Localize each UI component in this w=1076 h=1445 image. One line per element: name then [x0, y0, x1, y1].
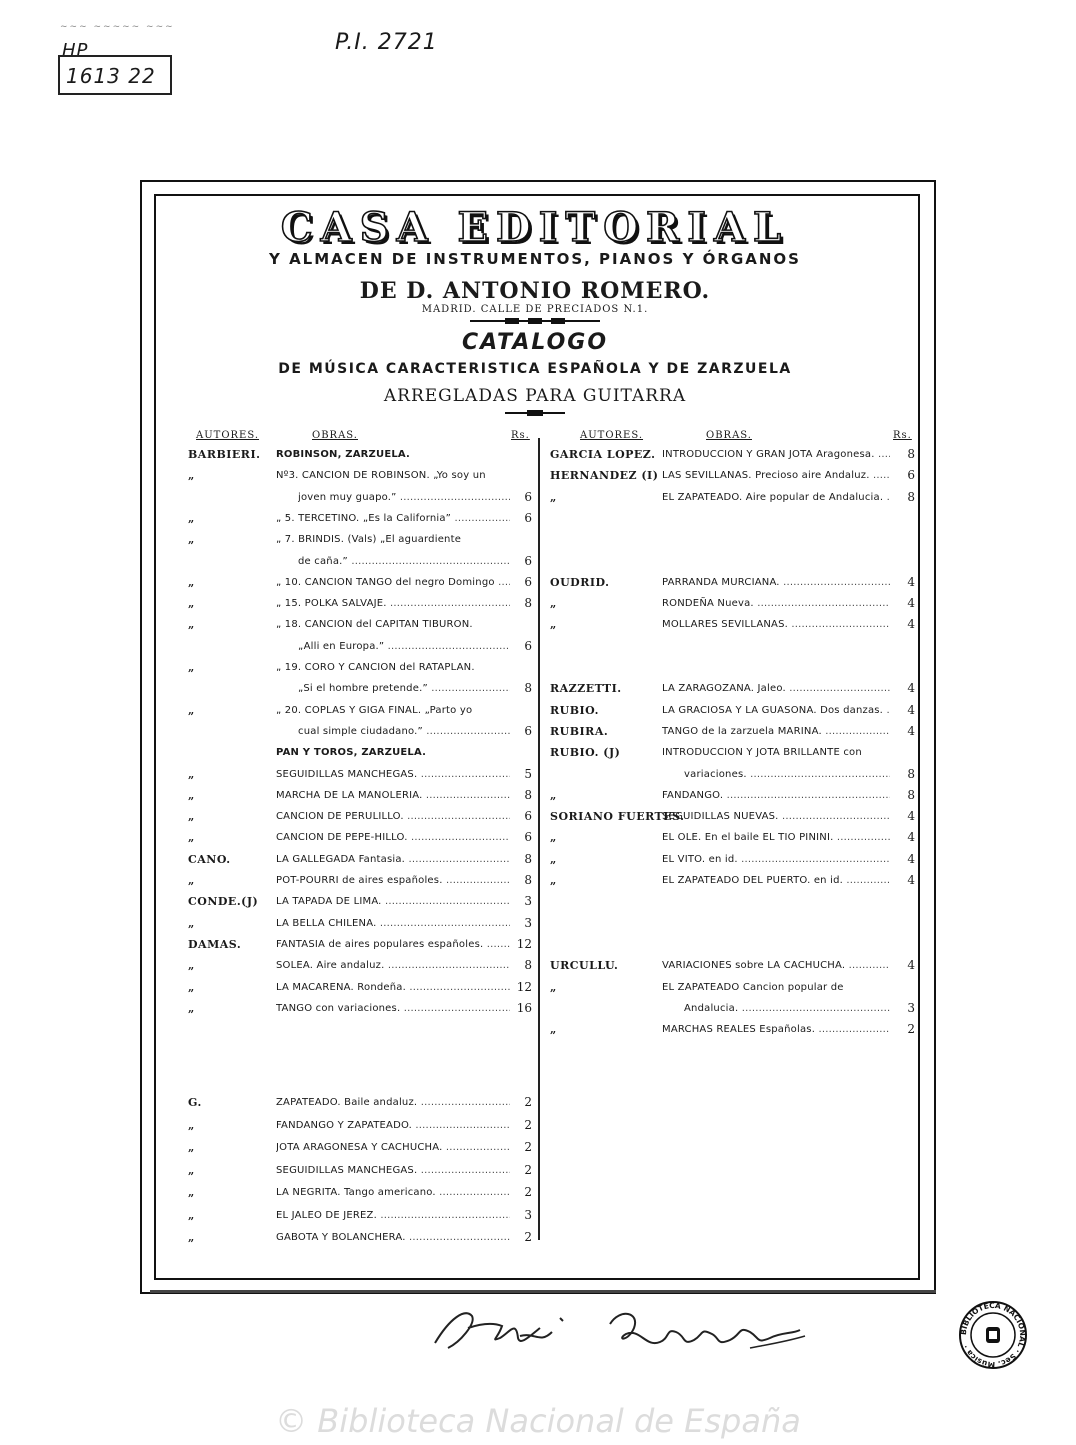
- catalog-price: 2: [524, 1140, 532, 1154]
- catalog-work-title: FANDANGO Y ZAPATEADO. .....: [276, 1115, 510, 1136]
- catalog-price: 4: [907, 723, 915, 738]
- left-header-rs: Rs.: [511, 430, 530, 441]
- catalog-work-title: SOLEA. Aire andaluz. .....: [276, 955, 510, 976]
- catalog-work-title: MOLLARES SEVILLANAS. .....: [662, 614, 890, 635]
- catalog-price: 2: [524, 1117, 532, 1132]
- catalog-row: [0, 955, 1076, 976]
- catalog-author: „: [550, 788, 557, 802]
- faint-stamp-text: ~~~ ~~~~~ ~~~: [60, 22, 175, 32]
- catalog-author: „: [550, 597, 557, 611]
- catalog-work-title: INTRODUCCION Y JOTA BRILLANTE con: [662, 747, 862, 759]
- catalog-work-title: Andalucia. .....: [684, 998, 890, 1019]
- catalog-work-title: TANGO con variaciones. .....: [276, 998, 510, 1019]
- catalog-price: 6: [524, 830, 532, 845]
- catalog-row: [0, 870, 1076, 891]
- catalog-price: 8: [907, 787, 915, 802]
- catalog-author: „: [550, 618, 557, 632]
- catalog-price: 4: [907, 702, 915, 717]
- catalog-work-title: TANGO de la zarzuela MARINA. .....: [662, 721, 890, 742]
- catalog-work-title: „Alli en Europa.” .....: [298, 636, 510, 657]
- catalog-work-title: EL OLE. En el baile EL TIO PININI. .....: [662, 827, 890, 848]
- catalog-work-title: VARIACIONES sobre LA CACHUCHA. .....: [662, 955, 890, 976]
- catalog-row: [0, 806, 1076, 827]
- catalog-row: [0, 678, 1076, 699]
- catalog-author: „: [188, 980, 195, 994]
- catalog-subtitle: DE MÚSICA CARACTERISTICA ESPAÑOLA Y DE ZARZUELA: [278, 361, 792, 377]
- catalog-price: 4: [907, 809, 915, 824]
- catalog-price: 2: [524, 1095, 532, 1109]
- catalog-price: 8: [524, 787, 532, 802]
- catalog-author: „: [188, 767, 195, 781]
- catalog-author: OUDRID.: [550, 575, 610, 589]
- catalog-author: „: [188, 597, 195, 611]
- catalog-author: RUBIO. (J): [550, 746, 621, 760]
- catalog-price: 4: [907, 851, 915, 866]
- catalog-work-title: LA TAPADA DE LIMA. .....: [276, 891, 510, 912]
- catalog-row: [0, 849, 1076, 870]
- catalog-author: CANO.: [188, 852, 231, 866]
- catalog-price: 3: [524, 915, 532, 930]
- catalog-author: BARBIERI.: [188, 448, 261, 461]
- catalog-row: [0, 1182, 1076, 1203]
- catalog-author: RUBIO.: [550, 703, 599, 717]
- catalog-work-title: „ 19. CORO Y CANCION del RATAPLAN.: [276, 662, 475, 673]
- catalog-price: 16: [516, 1000, 532, 1015]
- right-header-rs: Rs.: [893, 430, 912, 441]
- catalog-work-title: EL VITO. en id. .....: [662, 849, 890, 870]
- signature: [420, 1298, 820, 1368]
- catalog-author: „: [188, 1231, 195, 1244]
- catalog-price: 4: [907, 574, 915, 589]
- catalog-author: „: [188, 1163, 195, 1177]
- catalog-price: 6: [907, 468, 915, 483]
- catalog-row: [0, 913, 1076, 934]
- title-casa-editorial: CASA EDITORIAL: [280, 204, 790, 251]
- catalog-price: 4: [907, 830, 915, 845]
- catalog-row: [0, 593, 1076, 614]
- catalog-row: [0, 1227, 1076, 1248]
- catalog-title: CATALOGO: [461, 330, 609, 355]
- catalog-row: [0, 636, 1076, 657]
- catalog-row: [0, 785, 1076, 806]
- catalog-author: „: [188, 959, 195, 973]
- catalog-price: 12: [516, 979, 532, 994]
- catalog-work-title: GABOTA Y BOLANCHERA. .....: [276, 1227, 510, 1248]
- catalog-row: [0, 1115, 1076, 1136]
- catalog-price: 6: [524, 809, 532, 824]
- catalog-price: 5: [524, 766, 532, 781]
- catalog-work-title: CANCION DE PERULILLO. .....: [276, 806, 510, 827]
- catalog-work-title: ZAPATEADO. Baile andaluz. .....: [276, 1092, 510, 1113]
- catalog-author: „: [188, 511, 195, 525]
- catalog-author: „: [188, 703, 195, 717]
- catalog-work-title: CANCION DE PEPE-HILLO. .....: [276, 827, 510, 848]
- catalog-author: „: [550, 490, 557, 504]
- catalog-price: 8: [907, 766, 915, 781]
- catalog-work-title: „ 5. TERCETINO. „Es la California” .....: [276, 508, 510, 529]
- catalog-row: [0, 742, 1076, 763]
- catalog-price: 3: [907, 1000, 915, 1015]
- catalog-row: [0, 487, 1076, 508]
- catalog-row: [0, 529, 1076, 550]
- catalog-author: DAMAS.: [188, 937, 242, 951]
- catalog-row: [0, 891, 1076, 912]
- catalog-price: 6: [524, 510, 532, 525]
- catalog-price: 8: [524, 681, 532, 696]
- catalog-work-title: LA GRACIOSA Y LA GUASONA. Dos danzas. .....: [662, 700, 890, 721]
- catalog-author: „: [188, 788, 195, 802]
- catalog-price: 2: [524, 1230, 532, 1244]
- catalog-work-title: FANTASIA de aires populares españoles. .....: [276, 934, 510, 955]
- catalog-author: „: [188, 618, 195, 632]
- catalog-author: „: [550, 1023, 557, 1037]
- catalog-price: 2: [524, 1185, 532, 1199]
- ornament-divider: [470, 318, 600, 324]
- call-number: P.I. 2721: [335, 30, 438, 55]
- left-header-obras: OBRAS.: [312, 430, 358, 441]
- catalog-row: [0, 1092, 1076, 1113]
- catalog-row: [0, 508, 1076, 529]
- catalog-row: [0, 700, 1076, 721]
- catalog-row: [0, 721, 1076, 742]
- catalog-row: [0, 551, 1076, 572]
- catalog-price: 4: [907, 596, 915, 611]
- catalog-price: 8: [524, 596, 532, 611]
- catalog-price: 12: [516, 936, 532, 951]
- catalog-work-title: PARRANDA MURCIANA. .....: [662, 572, 890, 593]
- catalog-price: 3: [524, 894, 532, 909]
- catalog-row: [0, 444, 1076, 465]
- catalog-author: „: [188, 831, 195, 845]
- catalog-author: „: [550, 852, 557, 866]
- frame-shadow: [150, 1290, 936, 1293]
- catalog-author: „: [188, 1208, 195, 1222]
- catalog-row: [0, 572, 1076, 593]
- catalog-author: „: [188, 575, 195, 589]
- catalog-work-title: SEGUIDILLAS NUEVAS. .....: [662, 806, 890, 827]
- catalog-author: RUBIRA.: [550, 724, 609, 738]
- catalog-work-title: „ 18. CANCION del CAPITAN TIBURON.: [276, 619, 473, 631]
- catalog-row: [0, 1160, 1076, 1181]
- catalog-row: [0, 934, 1076, 955]
- catalog-work-title: LA BELLA CHILENA. .....: [276, 913, 510, 934]
- catalog-work-title: SEGUIDILLAS MANCHEGAS. .....: [276, 1160, 510, 1181]
- catalog-work-title: joven muy guapo.” .....: [298, 487, 510, 508]
- catalog-work-title: EL JALEO DE JEREZ. .....: [276, 1205, 510, 1226]
- catalog-price: 6: [524, 638, 532, 653]
- catalog-price: 8: [524, 873, 532, 887]
- catalog-author: „: [188, 1186, 195, 1199]
- shelf-mark-top: HP: [62, 40, 89, 61]
- catalog-arrangement: ARREGLADAS PARA GUITARRA: [383, 386, 687, 406]
- right-header-obras: OBRAS.: [706, 430, 752, 441]
- catalog-row: [0, 764, 1076, 785]
- catalog-author: „: [550, 980, 557, 994]
- catalog-work-title: INTRODUCCION Y GRAN JOTA Aragonesa. .....: [662, 444, 890, 465]
- ornament-divider-small: [505, 410, 565, 416]
- catalog-author: HERNANDEZ (I): [550, 469, 659, 483]
- catalog-work-title: LA MACARENA. Rondeña. .....: [276, 977, 510, 998]
- catalog-price: 6: [524, 723, 532, 738]
- catalog-work-title: EL ZAPATEADO. Aire popular de Andalucia. .....: [662, 487, 890, 508]
- catalog-author: SORIANO FUERTES.: [550, 810, 685, 824]
- catalog-work-title: LA NEGRITA. Tango americano. .....: [276, 1182, 510, 1203]
- catalog-author: „: [550, 831, 557, 845]
- catalog-work-title: RONDEÑA Nueva. .....: [662, 593, 890, 614]
- catalog-work-title: LA ZARAGOZANA. Jaleo. .....: [662, 678, 890, 699]
- catalog-row: [0, 657, 1076, 678]
- catalog-work-title: PAN Y TOROS, ZARZUELA.: [276, 747, 427, 759]
- catalog-price: 6: [524, 489, 532, 504]
- catalog-work-title: SEGUIDILLAS MANCHEGAS. .....: [276, 764, 510, 785]
- catalog-work-title: cual simple ciudadano.” .....: [298, 721, 510, 742]
- catalog-author: „: [188, 874, 195, 887]
- catalog-author: „: [550, 874, 557, 887]
- catalog-price: 8: [524, 958, 532, 973]
- catalog-price: 2: [524, 1162, 532, 1177]
- catalog-author: „: [188, 810, 195, 824]
- publisher-name: DE D. ANTONIO ROMERO.: [359, 278, 711, 304]
- catalog-price: 8: [524, 851, 532, 866]
- left-header-autores: AUTORES.: [196, 430, 260, 441]
- catalog-author: „: [188, 533, 195, 547]
- catalog-row: [0, 977, 1076, 998]
- catalog-author: „: [188, 916, 195, 930]
- catalog-work-title: EL ZAPATEADO Cancion popular de: [662, 981, 844, 993]
- catalog-price: 4: [907, 681, 915, 696]
- catalog-work-title: „Si el hombre pretende.” .....: [298, 678, 510, 699]
- catalog-author: CONDE.(J): [188, 895, 259, 909]
- catalog-author: „: [188, 1001, 195, 1015]
- watermark: © Biblioteca Nacional de España: [275, 1402, 801, 1440]
- catalog-work-title: MARCHA DE LA MANOLERIA. .....: [276, 785, 510, 806]
- catalog-row: [0, 1019, 1076, 1040]
- catalog-work-title: LA GALLEGADA Fantasia. .....: [276, 849, 510, 870]
- right-header-autores: AUTORES.: [580, 430, 644, 441]
- catalog-row: [0, 614, 1076, 635]
- svg-text:BIBLIOTECA NACIONAL · Sec. Mús: BIBLIOTECA NACIONAL · Sec. Música ·: [958, 1300, 1028, 1370]
- catalog-work-title: „ 7. BRINDIS. (Vals) „El aguardiente: [276, 534, 462, 546]
- catalog-work-title: Nº3. CANCION DE ROBINSON. „Yo soy un: [276, 470, 486, 482]
- catalog-work-title: EL ZAPATEADO DEL PUERTO. en id. .....: [662, 870, 890, 891]
- catalog-work-title: „ 15. POLKA SALVAJE. .....: [276, 593, 510, 614]
- catalog-price: 6: [524, 553, 532, 568]
- catalog-row: [0, 998, 1076, 1019]
- catalog-author: RAZZETTI.: [550, 682, 622, 696]
- catalog-price: 4: [907, 958, 915, 973]
- catalog-author: GARCIA LOPEZ.: [550, 448, 656, 461]
- catalog-author: „: [188, 469, 195, 483]
- catalog-work-title: „ 20. COPLAS Y GIGA FINAL. „Parto yo: [276, 704, 473, 716]
- catalog-price: 6: [524, 574, 532, 589]
- publisher-address: MADRID. CALLE DE PRECIADOS N.1.: [421, 304, 649, 315]
- catalog-work-title: ROBINSON, ZARZUELA.: [276, 449, 411, 460]
- catalog-price: 3: [524, 1207, 532, 1222]
- catalog-price: 2: [907, 1022, 915, 1037]
- catalog-work-title: LAS SEVILLANAS. Precioso aire Andaluz. .....: [662, 465, 890, 486]
- catalog-price: 4: [907, 873, 915, 887]
- catalog-work-title: POT-POURRI de aires españoles. .....: [276, 870, 510, 891]
- library-stamp: [958, 1300, 1028, 1370]
- catalog-author: „: [188, 661, 195, 674]
- catalog-row: [0, 1205, 1076, 1226]
- catalog-row: [0, 1137, 1076, 1158]
- catalog-work-title: FANDANGO. .....: [662, 785, 890, 806]
- catalog-price: 4: [907, 617, 915, 632]
- subtitle-almacen: Y ALMACEN DE INSTRUMENTOS, PIANOS Y ÓRGANOS: [268, 250, 801, 268]
- catalog-row: [0, 465, 1076, 486]
- catalog-author: „: [188, 1118, 195, 1132]
- shelf-mark-number: 1613 22: [66, 64, 156, 88]
- catalog-work-title: MARCHAS REALES Españolas. .....: [662, 1019, 890, 1040]
- catalog-work-title: JOTA ARAGONESA Y CACHUCHA. .....: [276, 1137, 510, 1158]
- catalog-price: 8: [907, 489, 915, 504]
- catalog-author: G.: [188, 1096, 202, 1109]
- catalog-author: URCULLU.: [550, 959, 619, 973]
- catalog-row: [0, 827, 1076, 848]
- catalog-work-title: „ 10. CANCION TANGO del negro Domingo .....: [276, 572, 510, 593]
- catalog-work-title: de caña.” .....: [298, 551, 510, 572]
- catalog-price: 8: [907, 447, 915, 461]
- catalog-author: „: [188, 1141, 195, 1154]
- catalog-work-title: variaciones. .....: [684, 764, 890, 785]
